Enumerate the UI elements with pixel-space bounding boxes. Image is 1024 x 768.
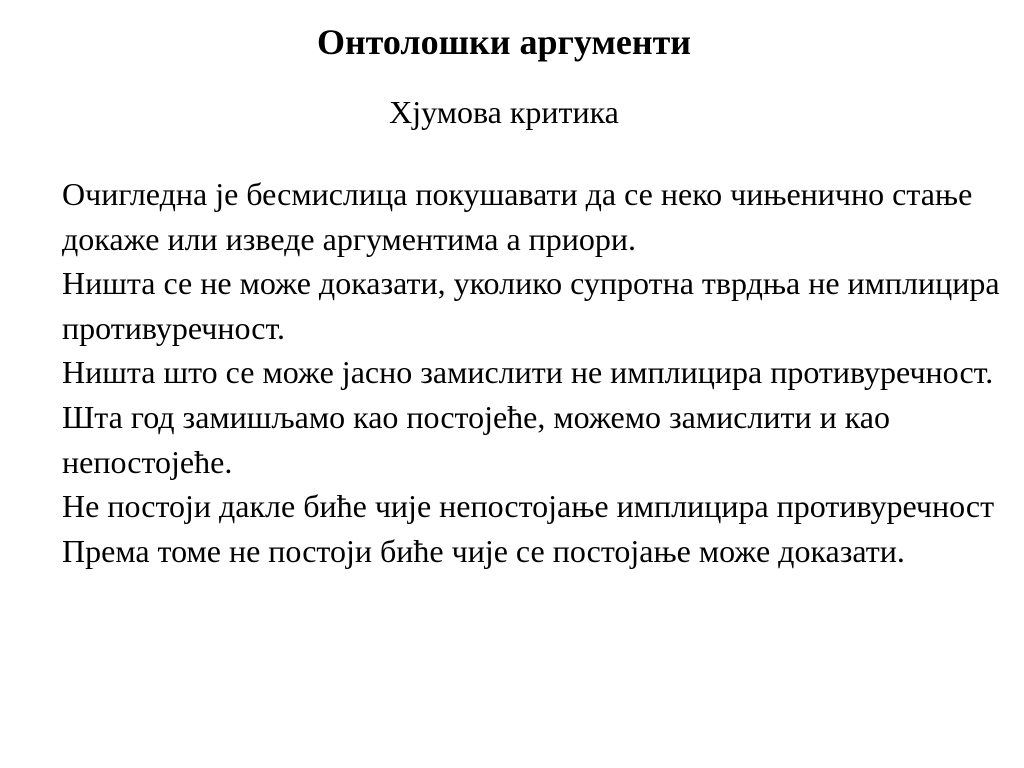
paragraph-1: Очигледна је бесмислица покушавати да се неко чињенично стање докаже или изведе аргументима а приори.	[62, 176, 973, 257]
paragraph-6: Према томе не постоји биће чије се постојање може доказати.	[62, 532, 905, 569]
slide-subtitle: Хјумова критика	[389, 94, 619, 130]
slide-body	[62, 172, 1002, 573]
paragraph-2: Ништа се не може доказати, уколико супротна тврдња не имплицира противуречност.	[62, 265, 1000, 346]
slide-title: Онтолошки аргументи	[316, 22, 692, 62]
paragraph-4: Шта год замишљамо као постојеће, можемо замислити и као непостојеће.	[62, 398, 890, 480]
paragraph-5: Не постоји дакле биће чије непостојање имплицира противуречност	[62, 488, 995, 525]
paragraph-3: Ништа што се може јасно замислити не имплицира противуречност.	[62, 354, 994, 391]
